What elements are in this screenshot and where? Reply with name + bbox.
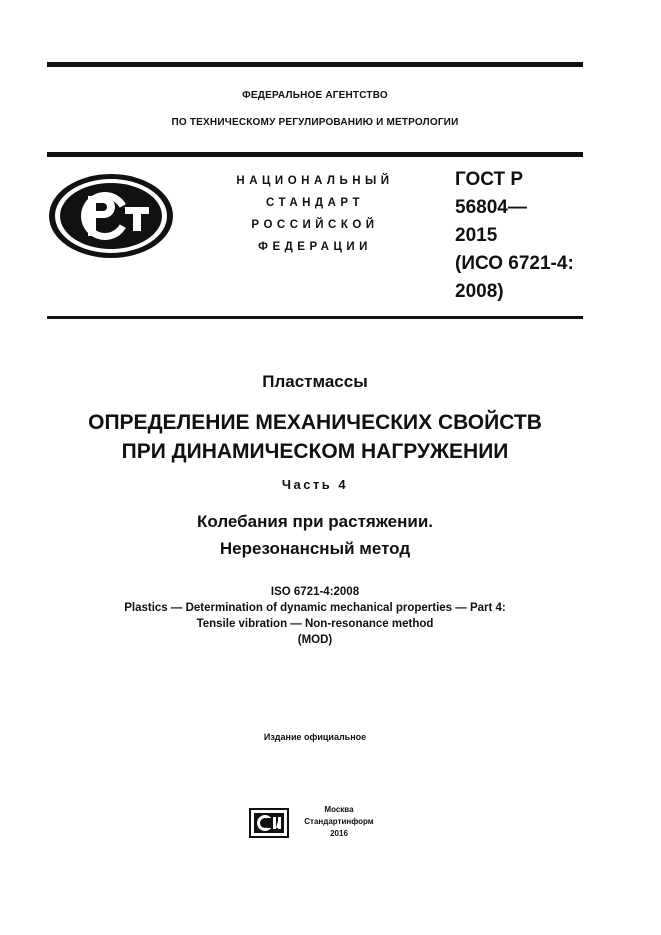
document-title [47,408,583,466]
title-line: ПРИ ДИНАМИЧЕСКОМ НАГРУЖЕНИИ [121,440,509,463]
publisher-year: 2016 [330,829,348,838]
standard-number-line: 2015 [455,225,498,246]
standartinform-logo-icon [249,808,289,843]
standard-number-line: 2008) [455,281,504,302]
iso-line: Tensile vibration — Non-resonance method [196,618,434,630]
standard-number-line: 56804— [455,197,527,218]
iso-reference [47,584,583,648]
iso-line: (MOD) [297,634,333,646]
part-label: Часть 4 [281,477,349,492]
publisher-city: Москва [324,805,354,814]
standard-type [222,170,408,258]
document-subtitle [47,508,583,562]
subject-heading: Пластмассы [262,372,368,391]
standard-number-line: ГОСТ Р [455,169,524,190]
standard-type-line: СТАНДАРТ [266,197,364,209]
iso-line: ISO 6721-4:2008 [270,586,360,598]
edition-label: Издание официальное [263,732,367,742]
iso-line: Plastics — Determination of dynamic mechanical properties — Part 4: [124,602,506,614]
bottom-rule [47,316,583,319]
standard-number [455,166,574,306]
top-rule [47,62,583,67]
standard-type-line: ФЕДЕРАЦИИ [258,241,372,253]
subtitle-line: Колебания при растяжении. [197,512,433,531]
publisher-info [297,804,381,840]
middle-rule [47,152,583,157]
agency-line-1: ФЕДЕРАЛЬНОЕ АГЕНТСТВО [242,90,388,101]
standard-type-line: НАЦИОНАЛЬНЫЙ [236,175,394,187]
standard-type-line: РОССИЙСКОЙ [251,219,379,231]
gost-logo-icon [47,172,175,265]
title-line: ОПРЕДЕЛЕНИЕ МЕХАНИЧЕСКИХ СВОЙСТВ [88,411,542,434]
agency-line-2: ПО ТЕХНИЧЕСКОМУ РЕГУЛИРОВАНИЮ И МЕТРОЛОГИИ [171,117,459,128]
publisher-name: Стандартинформ [304,817,374,826]
standard-number-line: (ИСО 6721-4: [455,253,574,274]
subtitle-line: Нерезонансный метод [219,539,411,558]
